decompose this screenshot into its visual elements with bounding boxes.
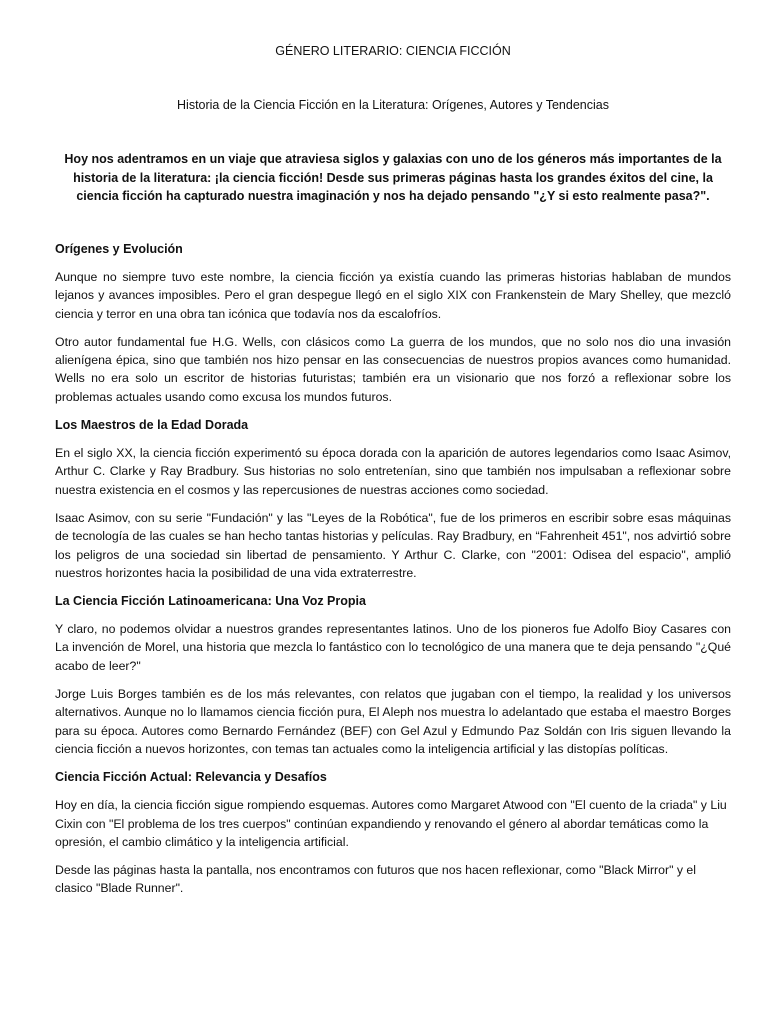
document-subtitle: Historia de la Ciencia Ficción en la Literatura: Orígenes, Autores y Tendencias: [177, 98, 609, 112]
section-heading-origenes: Orígenes y Evolución: [55, 242, 183, 256]
section-heading-actual: Ciencia Ficción Actual: Relevancia y Desafíos: [55, 770, 327, 785]
intro-paragraph: Hoy nos adentramos en un viaje que atraviesa siglos y galaxias con uno de los géneros más importantes de la historia de la literatura: ¡la ciencia ficción! Desde sus primeras páginas hasta los grandes éxitos del cine, la ciencia ficción ha capturado nuestra imaginación y nos ha dejado pensando "¿Y si esto realmente pasa?".: [64, 152, 722, 203]
document-title: GÉNERO LITERARIO: CIENCIA FICCIÓN: [275, 44, 511, 58]
paragraph: Hoy en día, la ciencia ficción sigue rompiendo esquemas. Autores como Margaret Atwood con "El cuento de la criada" y Liu Cixin con "El problema de los tres cuerpos" continúan expandiendo y renovando el género al abordar temáticas como la opresión, el cambio climático y la inteligencia artificial.: [55, 798, 727, 849]
paragraph: Desde las páginas hasta la pantalla, nos encontramos con futuros que nos hacen reflexionar, como "Black Mirror" y el clasico "Blade Runner".: [55, 863, 696, 896]
section-heading-edad-dorada: Los Maestros de la Edad Dorada: [55, 418, 249, 433]
section-heading-latinoamericana: La Ciencia Ficción Latinoamericana: Una Voz Propia: [55, 594, 366, 609]
paragraph: Otro autor fundamental fue H.G. Wells, con clásicos como La guerra de los mundos, que no solo nos dio una invasión alienígena épica, sino que también nos hizo pensar en las consecuencias de nuestros propios avances como humanidad. Wells no era solo un escritor de historias futuristas; también era un visionario que nos forzó a reflexionar sobre los problemas actuales usando como excusa los mundos futuros.: [55, 334, 731, 404]
paragraph: Jorge Luis Borges también es de los más relevantes, con relatos que jugaban con el tiempo, la realidad y los universos alternativos. Aunque no lo llamamos ciencia ficción pura, El Aleph nos muestra lo adelantado que estaba el maestro Borges para su época. Autores como Bernardo Fernández (BEF) con Gel Azul y Edmundo Paz Soldán con Iris siguen llevando la ciencia ficción a nuevos horizontes, con temas tan actuales como la inteligencia artificial y las distopías políticas.: [55, 687, 731, 756]
paragraph: Aunque no siempre tuvo este nombre, la ciencia ficción ya existía cuando las primeras historias hablaban de mundos lejanos y avances imposibles. Pero el gran despegue llegó en el siglo XIX con Frankenstein de Mary Shelley, que mezcló ciencia y terror en una obra tan icónica que todavía nos da escalofríos.: [55, 270, 731, 321]
paragraph: Y claro, no podemos olvidar a nuestros grandes representantes latinos. Uno de los pioneros fue Adolfo Bioy Casares con La invención de Morel, una historia que mezcla lo fantástico con lo tecnológico de una manera que te deja pensando "¿Qué acabo de leer?": [55, 622, 731, 673]
paragraph: Isaac Asimov, con su serie "Fundación" y las "Leyes de la Robótica", fue de los primeros en escribir sobre esas máquinas de tecnología de las cuales se han hecho tantas historias y películas. Ray Bradbury, en “Fahrenheit 451", nos advirtió sobre los peligros de una sociedad sin libertad de pensamiento. Y Arthur C. Clarke, con "2001: Odisea del espacio", amplió nuestros horizontes hacia la posibilidad de una vida extraterrestre.: [55, 510, 731, 580]
paragraph: En el siglo XX, la ciencia ficción experimentó su época dorada con la aparición de autores legendarios como Isaac Asimov, Arthur C. Clarke y Ray Bradbury. Sus historias no solo entretenían, sino que también nos impulsaban a reflexionar sobre nuestra existencia en el cosmos y las repercusiones de nuestras acciones como sociedad.: [55, 446, 731, 497]
document-body: [55, 240, 731, 908]
